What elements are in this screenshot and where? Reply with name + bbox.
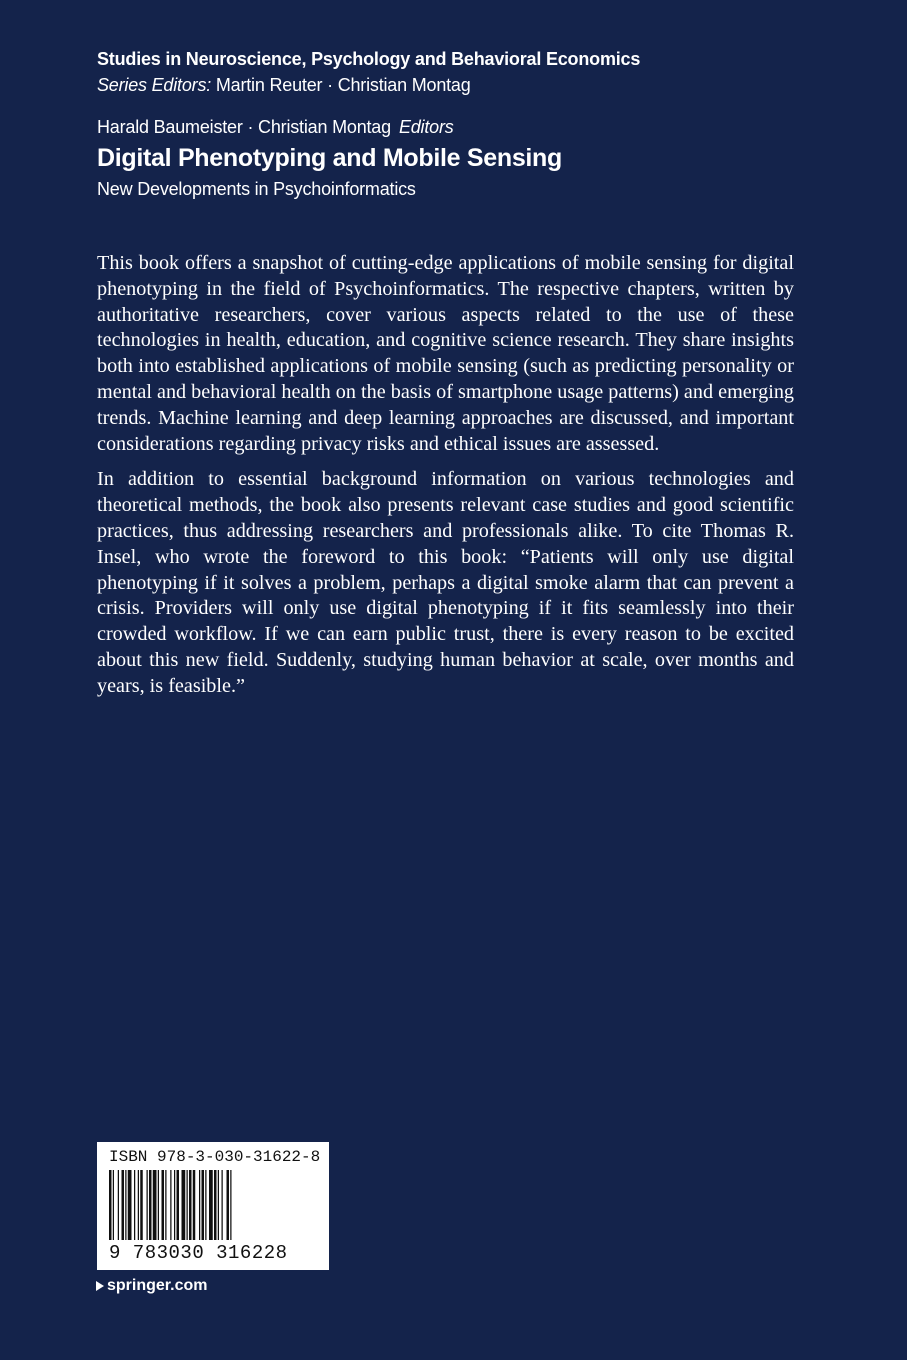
publisher-link[interactable] [96,1275,207,1297]
triangle-arrow-icon [96,1281,104,1291]
book-header [97,114,817,203]
series-editors-names: Martin Reuter · Christian Montag [215,75,471,95]
publisher-link-text: springer.com [107,1277,208,1294]
series-title: Studies in Neuroscience, Psychology and Behavioral Economics [97,49,641,69]
book-title: Digital Phenotyping and Mobile Sensing [97,144,563,172]
book-subtitle: New Developments in Psychoinformatics [97,179,416,199]
barcode-digits: 9 783030 316228 [109,1242,288,1264]
book-description [97,251,794,710]
barcode-icon [109,1170,319,1240]
description-paragraph-2: In addition to essential background information on various technologies and theoretical methods, the book also presents relevant case studies and good scientific practices, thus addressing researchers and professionals alike. To cite Thomas R. Insel, who wrote the foreword to this book: “Patients will only use digital phenotyping if it solves a problem, perhaps a digital smoke alarm that can prevent a crisis. Providers will only use digital phenotyping if it fits seamlessly into their crowded workflow. If we can earn public trust, there is every reason to be excited about this new field. Suddenly, studying human behavior at scale, over months and years, is feasible.” [97,468,794,697]
isbn-label: ISBN 978-3-030-31622-8 [109,1148,321,1166]
isbn-barcode-box [97,1142,329,1270]
series-block [97,46,797,98]
book-editors-names: Harald Baumeister · Christian Montag [97,117,391,137]
series-editors [97,72,797,98]
book-editors [97,114,817,140]
series-editors-label: Series Editors: [97,75,212,95]
book-editors-label: Editors [398,117,454,137]
description-paragraph-1: This book offers a snapshot of cutting-edge applications of mobile sensing for digital phenotyping in the field of Psychoinformatics. The respective chapters, written by authoritative researchers, cover various aspects related to the use of these technologies in health, education, and cognitive science research. They share insights both into established applications of mobile sensing (such as predicting personality or mental and behavioral health on the basis of smartphone usage patterns) and emerging trends. Machine learning and deep learning approaches are discussed, and important considerations regarding privacy risks and ethical issues are assessed. [97,252,795,455]
